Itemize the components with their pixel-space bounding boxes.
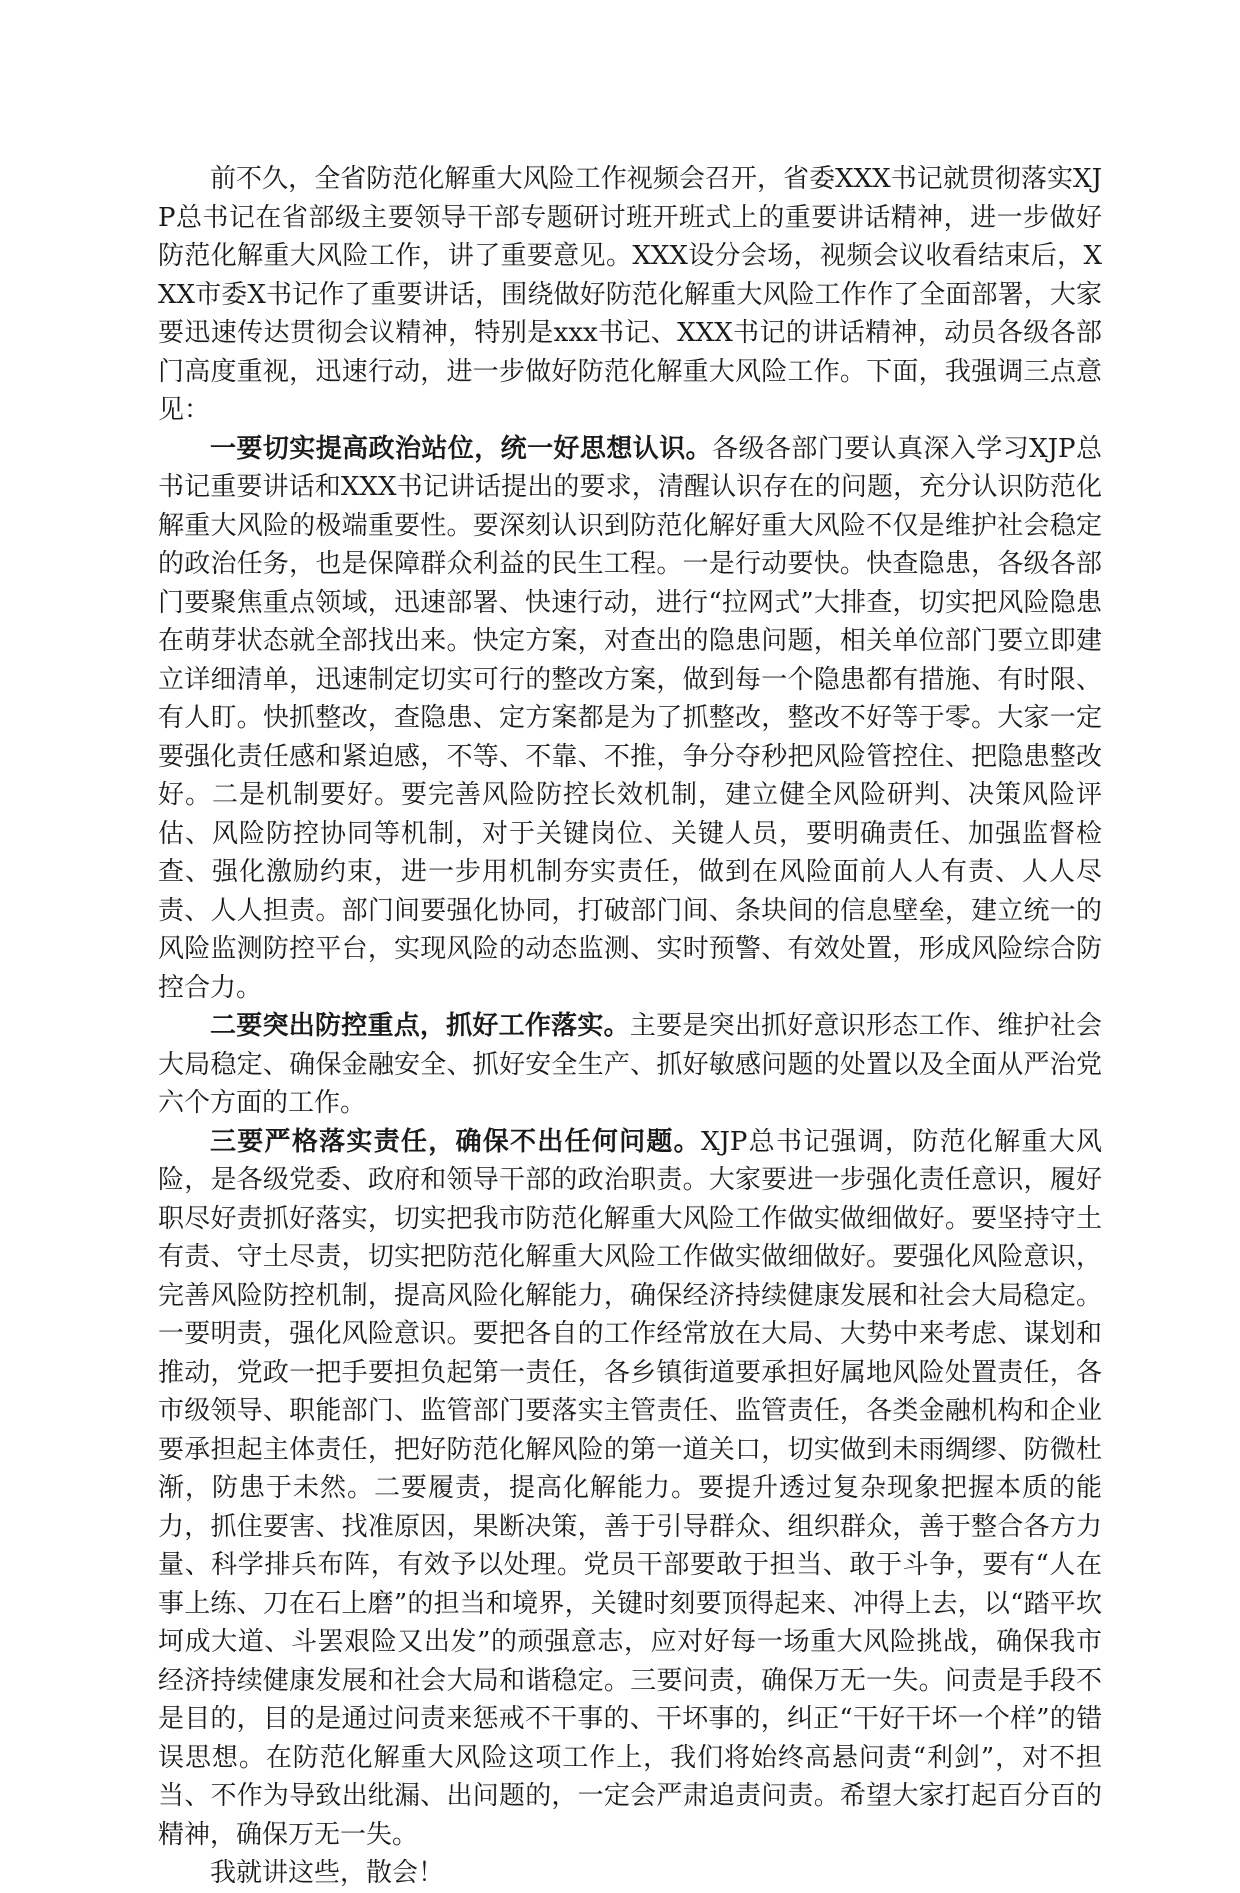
paragraph-point-three — [158, 1123, 1102, 1855]
paragraph-text: 主要是突出抓好意识形态工作、维护社会大局稳定、确保金融安全、抓好安全生产、抓好敏感问题的处置以及全面从严治党六个方面的工作。 — [158, 1011, 1102, 1118]
paragraph-point-two — [158, 1007, 1102, 1123]
paragraph-intro — [158, 160, 1102, 430]
paragraph-text: XJP总书记强调，防范化解重大风险，是各级党委、政府和领导干部的政治职责。大家要进一步强化责任意识，履好职尽好责抓好落实，切实把我市防范化解重大风险工作做实做细做好。要坚持守土有责、守土尽责，切实把防范化解重大风险工作做实做细做好。要强化风险意识，完善风险防控机制，提高风险化解能力，确保经济持续健康发展和社会大局稳定。一要明责，强化风险意识。要把各自的工作经常放在大局、大势中来考虑、谋划和推动，党政一把手要担负起第一责任，各乡镇街道要承担好属地风险处置责任，各市级领导、职能部门、监管部门要落实主管责任、监管责任，各类金融机构和企业要承担起主体责任，把好防范化解风险的第一道关口，切实做到未雨绸缪、防微杜渐，防患于未然。二要履责，提高化解能力。要提升透过复杂现象把握本质的能力，抓住要害、找准原因，果断决策，善于引导群众、组织群众，善于整合各方力量、科学排兵布阵，有效予以处理。党员干部要敢于担当、敢于斗争，要有“人在事上练、刀在石上磨”的担当和境界，关键时刻要顶得起来、冲得上去，以“踏平坎坷成大道、斗罢艰险又出发”的顽强意志，应对好每一场重大风险挑战，确保我市经济持续健康发展和社会大局和谐稳定。三要问责，确保万无一失。问责是手段不是目的，目的是通过问责来惩戒不干事的、干坏事的，纠正“干好干坏一个样”的错误思想。在防范化解重大风险这项工作上，我们将始终高悬问责“利剑”，对不担当、不作为导致出纰漏、出问题的，一定会严肃追责问责。希望大家打起百分百的精神，确保万无一失。 — [158, 1126, 1102, 1850]
paragraph-lead: 一要切实提高政治站位，统一好思想认识。 — [210, 433, 713, 464]
paragraph-lead: 二要突出防控重点，抓好工作落实。 — [210, 1011, 630, 1041]
paragraph-point-one — [158, 430, 1102, 1008]
paragraph-text: 各级各部门要认真深入学习XJP总书记重要讲话和XXX书记讲话提出的要求，清醒认识存在的问题，充分认识防范化解重大风险的极端重要性。要深刻认识到防范化解好重大风险不仅是维护社会稳定的政治任务，也是保障群众利益的民生工程。一是行动要快。快查隐患，各级各部门要聚焦重点领域，迅速部署、快速行动，进行“拉网式”大排查，切实把风险隐患在萌芽状态就全部找出来。快定方案，对查出的隐患问题，相关单位部门要立即建立详细清单，迅速制定切实可行的整改方案，做到每一个隐患都有措施、有时限、有人盯。快抓整改，查隐患、定方案都是为了抓整改，整改不好等于零。大家一定要强化责任感和紧迫感，不等、不靠、不推，争分夺秒把风险管控住、把隐患整改好。二是机制要好。要完善风险防控长效机制，建立健全风险研判、决策风险评估、风险防控协同等机制，对于关键岗位、关键人员，要明确责任、加强监督检查、强化激励约束，进一步用机制夯实责任，做到在风险面前人人有责、人人尽责、人人担责。部门间要强化协同，打破部门间、条块间的信息壁垒，建立统一的风险监测防控平台，实现风险的动态监测、实时预警、有效处置，形成风险综合防控合力。 — [158, 433, 1102, 1003]
paragraph-text: 我就讲这些，散会！ — [210, 1858, 445, 1888]
document-body — [158, 160, 1102, 1893]
paragraph-lead: 三要严格落实责任，确保不出任何问题。 — [210, 1126, 701, 1157]
paragraph-closing — [158, 1854, 1102, 1893]
paragraph-text: 前不久，全省防范化解重大风险工作视频会召开，省委XXX书记就贯彻落实XJP总书记在省部级主要领导干部专题研讨班开班式上的重要讲话精神，进一步做好防范化解重大风险工作，讲了重要意见。XXX设分会场，视频会议收看结束后，XXX市委X书记作了重要讲话，围绕做好防范化解重大风险工作作了全面部署，大家要迅速传达贯彻会议精神，特别是xxx书记、XXX书记的讲话精神，动员各级各部门高度重视，迅速行动，进一步做好防范化解重大风险工作。下面，我强调三点意见： — [158, 164, 1102, 425]
